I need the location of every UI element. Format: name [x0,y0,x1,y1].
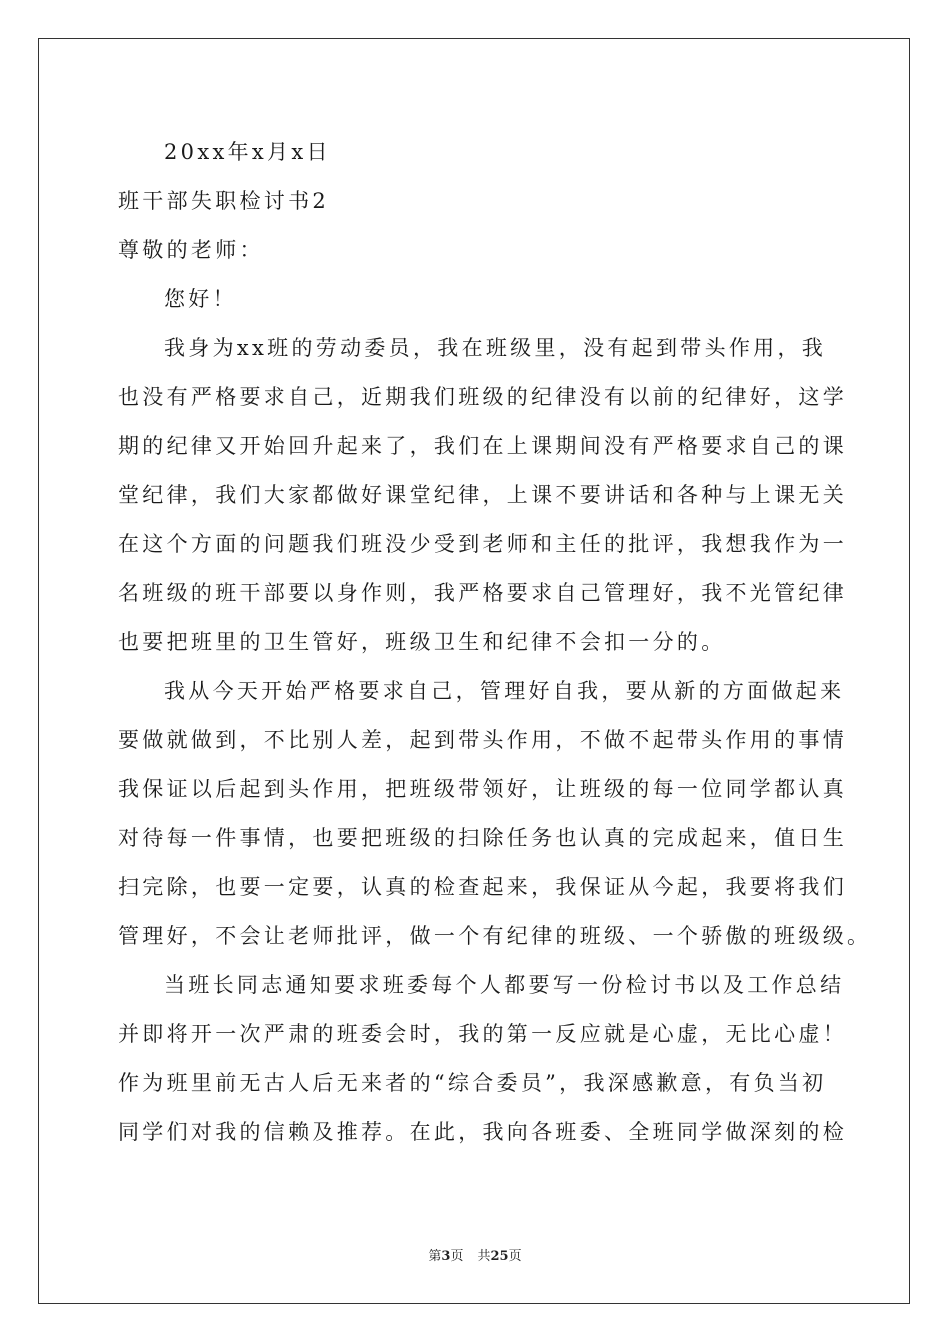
paragraph-line: 我身为xx班的劳动委员，我在班级里，没有起到带头作用，我 [164,336,827,360]
page-prefix: 第 [428,1249,442,1264]
paragraph-line: 对待每一件事情，也要把班级的扫除任务也认真的完成起来，值日生 [118,826,847,850]
document-title: 班干部失职检讨书2 [118,189,330,213]
total-prefix: 共 [477,1249,491,1264]
current-page-number: 3 [441,1249,451,1264]
paragraph-line: 当班长同志通知要求班委每个人都要写一份检讨书以及工作总结 [164,973,845,997]
page-footer [0,1245,950,1264]
paragraph-line: 我保证以后起到头作用，把班级带领好，让班级的每一位同学都认真 [118,777,847,801]
date-line: 20xx年x月x日 [164,140,331,164]
salutation: 尊敬的老师： [118,238,264,262]
paragraph-line: 也没有严格要求自己，近期我们班级的纪律没有以前的纪律好，这学 [118,385,847,409]
paragraph-line: 也要把班里的卫生管好，班级卫生和纪律不会扣一分的。 [118,630,726,654]
document-body [118,128,872,1157]
total-pages-number: 25 [490,1249,509,1264]
total-suffix: 页 [508,1249,522,1264]
paragraph-line: 并即将开一次严肃的班委会时，我的第一反应就是心虚，无比心虚！ [118,1022,847,1046]
paragraph-line: 管理好，不会让老师批评，做一个有纪律的班级、一个骄傲的班级级。 [118,924,872,948]
paragraph-line: 作为班里前无古人后无来者的“综合委员”，我深感歉意，有负当初 [118,1071,827,1095]
paragraph-line: 在这个方面的问题我们班没少受到老师和主任的批评，我想我作为一 [118,532,847,556]
paragraph-line: 同学们对我的信赖及推荐。在此，我向各班委、全班同学做深刻的检 [118,1120,847,1144]
greeting: 您好！ [164,287,237,311]
paragraph-line: 名班级的班干部要以身作则，我严格要求自己管理好，我不光管纪律 [118,581,847,605]
paragraph-line: 扫完除，也要一定要，认真的检查起来，我保证从今起，我要将我们 [118,875,847,899]
page-suffix: 页 [450,1249,464,1264]
paragraph-line: 堂纪律，我们大家都做好课堂纪律，上课不要讲话和各种与上课无关 [118,483,847,507]
paragraph-line: 要做就做到，不比别人差，起到带头作用，不做不起带头作用的事情 [118,728,847,752]
paragraph-line: 期的纪律又开始回升起来了，我们在上课期间没有严格要求自己的课 [118,434,847,458]
paragraph-line: 我从今天开始严格要求自己，管理好自我，要从新的方面做起来 [164,679,845,703]
